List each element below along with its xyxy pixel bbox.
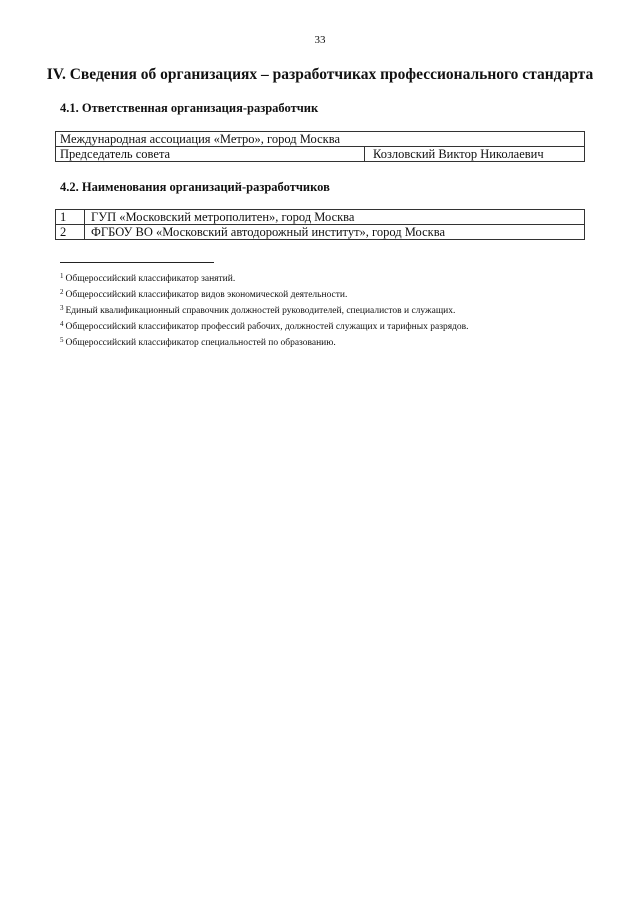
table-row <box>56 132 585 147</box>
footnote <box>60 318 600 334</box>
footnote-text: Общероссийский классификатор видов экономической деятельности. <box>65 290 348 300</box>
footnote <box>60 334 600 350</box>
page-number: 33 <box>314 34 326 46</box>
organization-name-cell: ФГБОУ ВО «Московский автодорожный институт», город Москва <box>85 225 585 240</box>
organization-name-cell: ГУП «Московский метрополитен», город Москва <box>85 210 585 225</box>
footnote-text: Общероссийский классификатор занятий. <box>65 274 236 284</box>
footnote <box>60 286 600 302</box>
footnote-divider <box>60 262 214 263</box>
footnote-mark: 5 <box>60 336 64 344</box>
responsible-org-heading: 4.1. Ответственная организация-разработчик <box>60 101 319 115</box>
section-title: IV. Сведения об организациях – разработчиках профессионального стандарта <box>46 66 594 83</box>
footnote <box>60 270 600 286</box>
responsible-org-table <box>55 131 585 162</box>
footnote-text: Единый квалификационный справочник должностей руководителей, специалистов и служащих. <box>65 306 456 316</box>
footnote-text: Общероссийский классификатор профессий рабочих, должностей служащих и тарифных разрядов. <box>65 322 469 332</box>
developer-orgs-heading: 4.2. Наименования организаций-разработчиков <box>60 180 330 194</box>
footnotes <box>60 270 600 350</box>
organization-name-cell: Международная ассоциация «Метро», город Москва <box>56 132 585 147</box>
row-number-cell: 1 <box>56 210 85 225</box>
footnote-mark: 3 <box>60 304 64 312</box>
role-cell: Председатель совета <box>56 147 365 162</box>
row-number-cell: 2 <box>56 225 85 240</box>
table-row <box>56 147 585 162</box>
developer-orgs-table <box>55 209 585 240</box>
table-row <box>56 225 585 240</box>
footnote <box>60 302 600 318</box>
footnote-mark: 1 <box>60 272 64 280</box>
footnote-mark: 2 <box>60 288 64 296</box>
footnote-mark: 4 <box>60 320 64 328</box>
table-row <box>56 210 585 225</box>
footnote-text: Общероссийский классификатор специальностей по образованию. <box>65 338 336 348</box>
person-name-cell: Козловский Виктор Николаевич <box>365 147 585 162</box>
